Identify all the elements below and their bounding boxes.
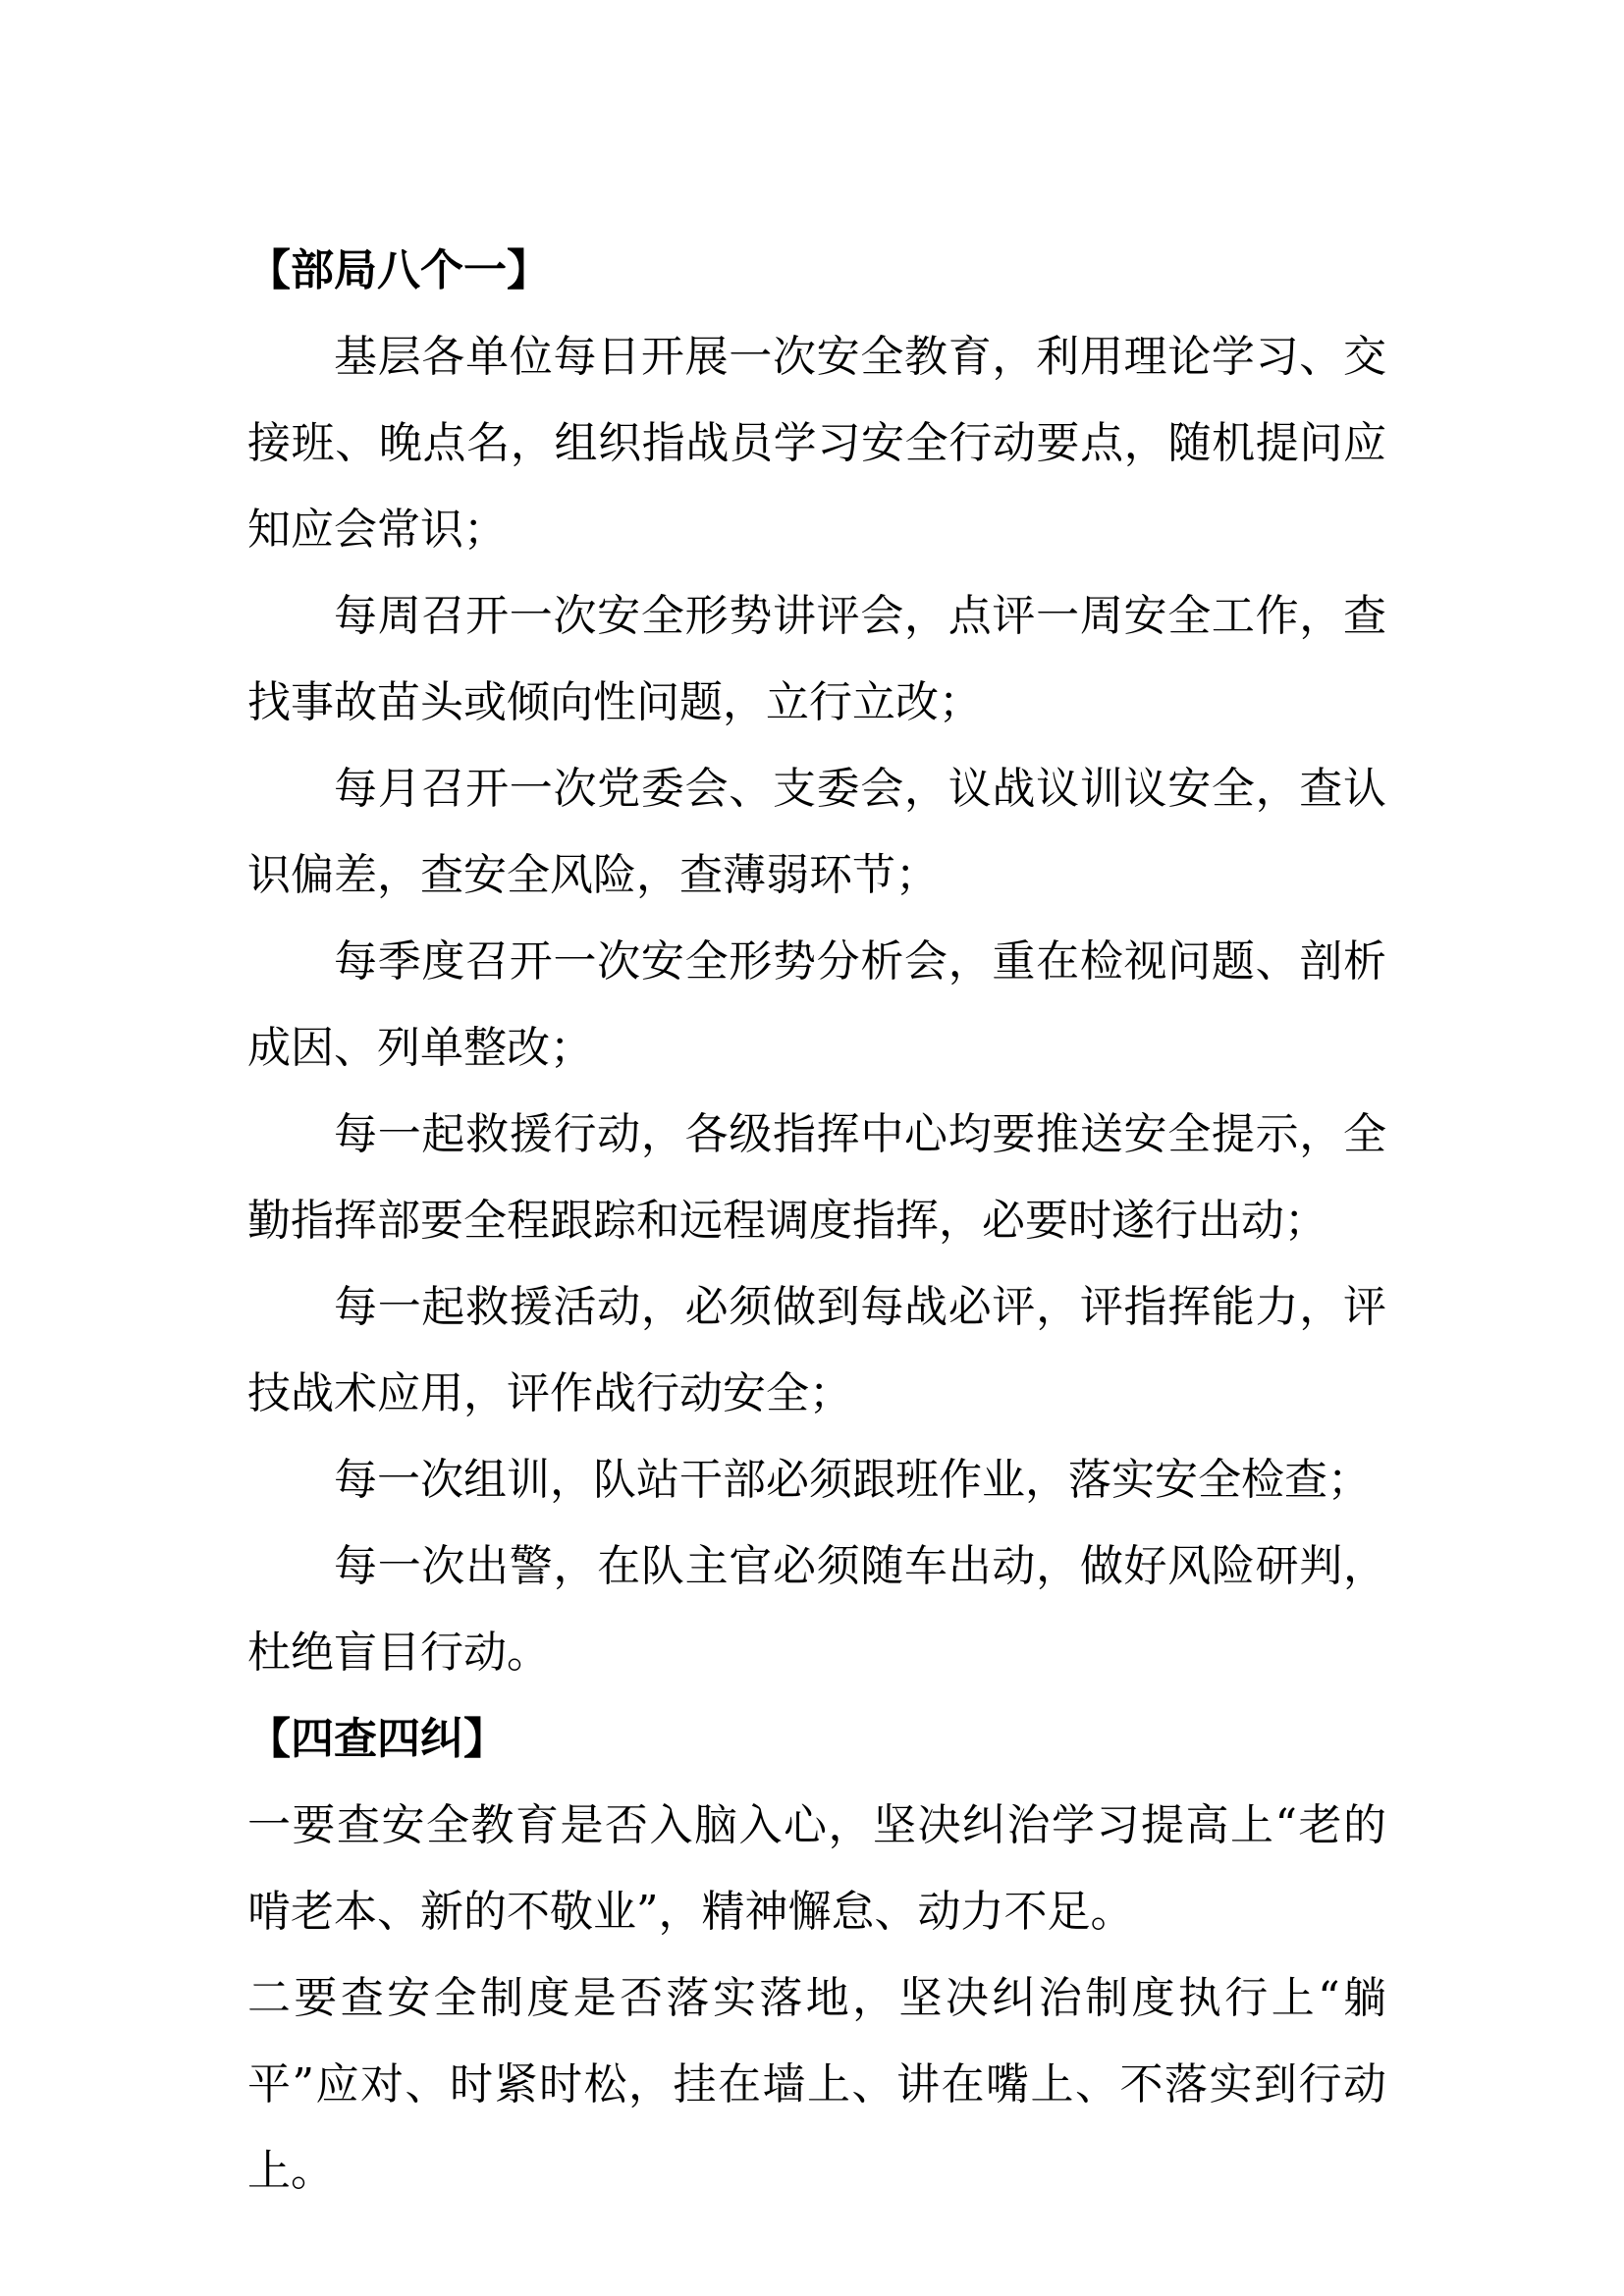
paragraph-rescue-review: 每一起救援活动，必须做到每战必评，评指挥能力，评技战术应用，评作战行动安全； bbox=[247, 1282, 1386, 1418]
section-title: 【四查四纠】 bbox=[247, 1714, 507, 1764]
check-item-education: 一要查安全教育是否入脑入心，坚决纠治学习提高上“老的啃老本、新的不敬业”，精神懈怠、动力不足。 bbox=[247, 1800, 1386, 1937]
section-title: 【部局八个一】 bbox=[247, 245, 550, 295]
paragraph-monthly-meeting: 每月召开一次党委会、支委会，议战议训议安全，查认识偏差，查安全风险，查薄弱环节； bbox=[247, 764, 1386, 900]
check-item-regulations: 二要查安全制度是否落实落地，坚决纠治制度执行上“躺平”应对、时紧时松，挂在墙上、讲在嘴上、不落实到行动上。 bbox=[247, 1973, 1386, 2196]
paragraph-quarterly-analysis: 每季度召开一次安全形势分析会，重在检视问题、剖析成因、列单整改； bbox=[247, 936, 1386, 1073]
paragraph-training: 每一次组训，队站干部必须跟班作业，落实安全检查； bbox=[334, 1455, 1371, 1505]
paragraph-dispatch: 每一次出警，在队主官必须随车出动，做好风险研判，杜绝盲目行动。 bbox=[247, 1541, 1386, 1678]
section-eight-ones bbox=[247, 228, 1386, 1696]
document-body bbox=[247, 228, 1386, 2215]
paragraph-weekly-review: 每周召开一次安全形势讲评会，点评一周安全工作，查找事故苗头或倾向性问题，立行立改； bbox=[247, 591, 1386, 727]
paragraph-rescue-action: 每一起救援行动，各级指挥中心均要推送安全提示，全勤指挥部要全程跟踪和远程调度指挥，必要时遂行出动； bbox=[247, 1109, 1386, 1246]
section-four-checks bbox=[247, 1696, 1386, 2215]
paragraph-daily-education: 基层各单位每日开展一次安全教育，利用理论学习、交接班、晚点名，组织指战员学习安全行动要点，随机提问应知应会常识； bbox=[247, 332, 1386, 555]
